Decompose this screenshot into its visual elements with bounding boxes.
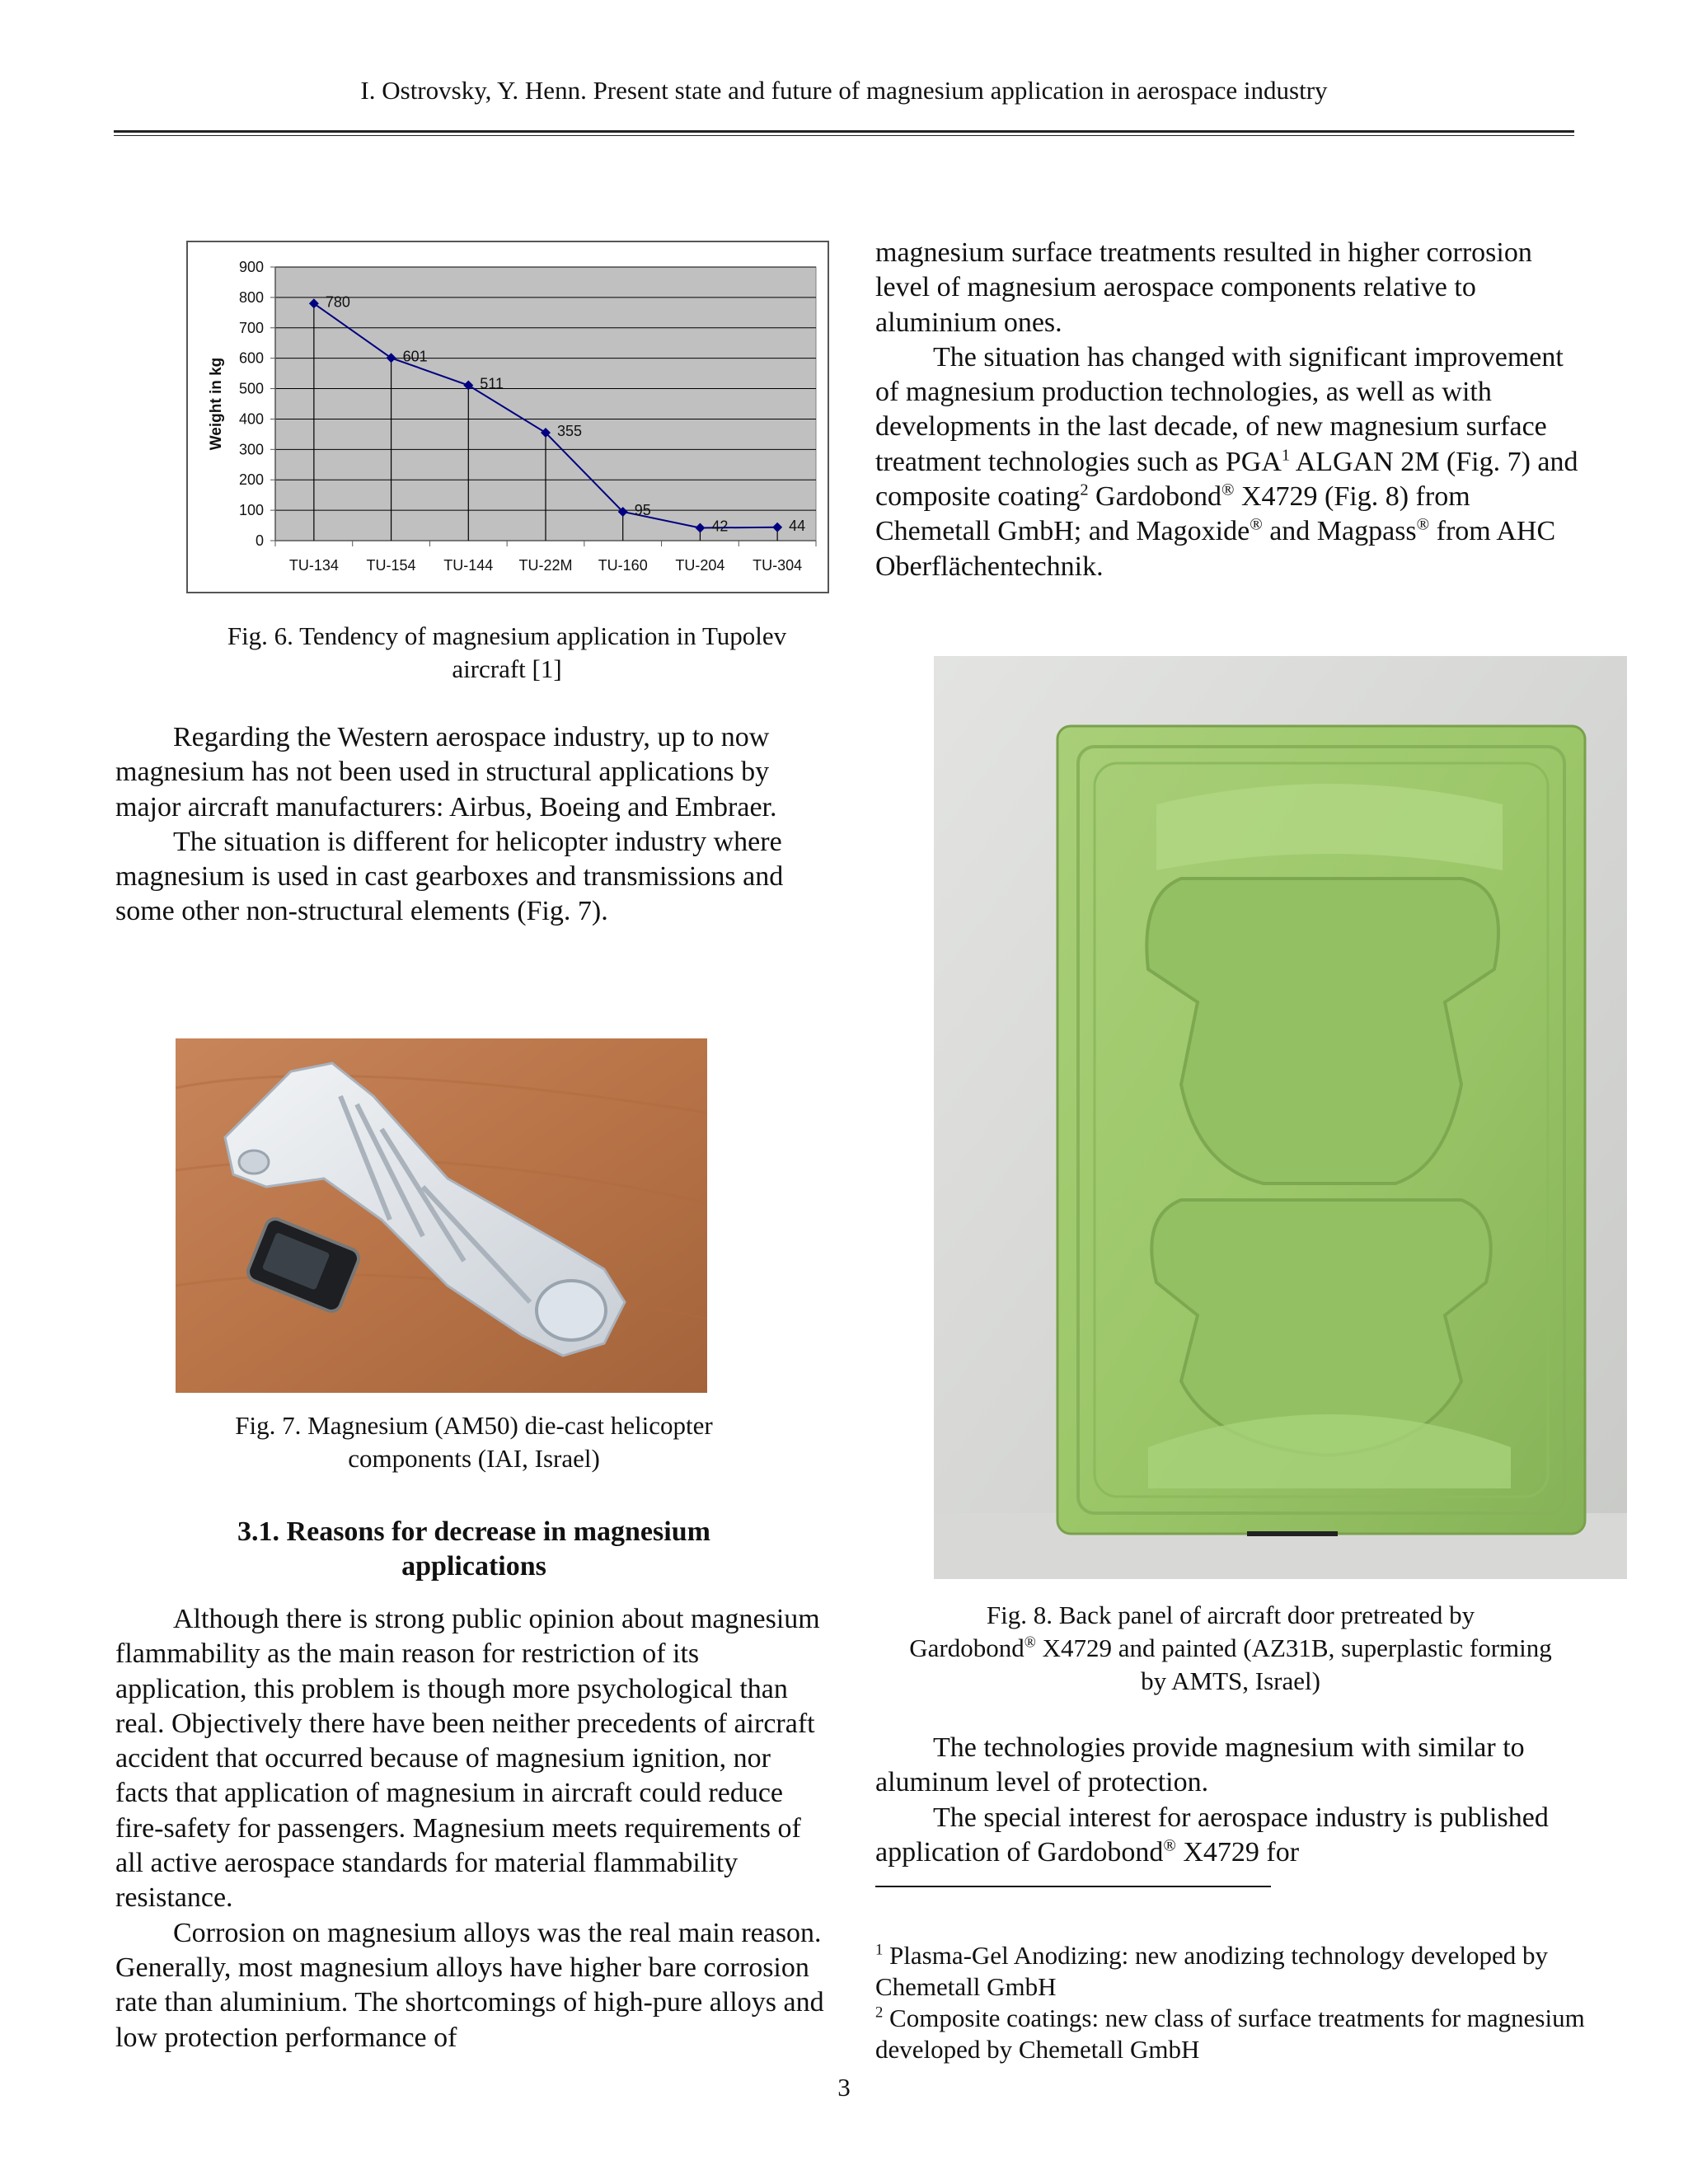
paragraph-western-industry: Regarding the Western aerospace industry, up to now magnesium has not been used in structural applications by major aircraft manufacturers: Airbus, Boeing and Embraer. xyxy=(115,722,777,823)
x-tick-label: TU-22M xyxy=(518,557,573,574)
fig6-caption-line1: Fig. 6. Tendency of magnesium application in Tupolev xyxy=(227,621,787,650)
fig7-photo xyxy=(176,1038,707,1393)
y-tick-label: 100 xyxy=(238,502,264,519)
y-axis-label: Weight in kg xyxy=(208,357,225,451)
fig8-caption-line2: Gardobond® X4729 and painted (AZ31B, superplastic forming xyxy=(909,1633,1552,1662)
footnote-1: $^1$ Plasma-Gel Anodizing: new anodizing technology developed by Chemetall GmbH xyxy=(875,1941,1548,2001)
fig8-caption-line3: by AMTS, Israel) xyxy=(1141,1666,1320,1695)
section-heading-line2: applications xyxy=(401,1551,546,1582)
x-tick-label: TU-144 xyxy=(443,557,494,574)
fig7-caption-line1: Fig. 7. Magnesium (AM50) die-cast helicopter xyxy=(235,1411,713,1440)
section-heading xyxy=(140,1515,808,1584)
y-tick-label: 300 xyxy=(238,441,264,458)
paragraph-special-interest: The special interest for aerospace industry is published application of Gardobond® X4729 for xyxy=(875,1802,1549,1868)
fig7-caption-line2: components (IAI, Israel) xyxy=(348,1444,600,1473)
paragraph-flammability: Although there is strong public opinion about magnesium flammability as the main reason for restriction of its application, this problem is though more psychological than real. Objectively there have been neither precedents of aircraft accident that occurred because of magnesium ignition, nor facts that application of magnesium in aircraft could reduce fire-safety for passengers. Magnesium meets requirements of all active aerospace standards for material flammability resistance. xyxy=(115,1604,820,1914)
fig8-caption-line1: Fig. 8. Back panel of aircraft door pretreated by xyxy=(986,1601,1475,1629)
data-label: 95 xyxy=(634,501,651,518)
y-tick-label: 700 xyxy=(238,319,264,336)
footnotes xyxy=(875,1940,1586,2065)
footnote-2: $^2$ Composite coatings: new class of surface treatments for magnesium developed by Chemetall GmbH xyxy=(875,2004,1585,2064)
section-heading-line1: 3.1. Reasons for decrease in magnesium xyxy=(237,1516,710,1547)
fig6-caption-line2: aircraft [1] xyxy=(452,654,562,683)
helicopter-component-image xyxy=(176,1038,707,1393)
data-label: 601 xyxy=(402,348,428,365)
paragraph-corrosion: Corrosion on magnesium alloys was the real main reason. Generally, most magnesium alloys have higher bare corrosion rate than aluminium. The shortcomings of high-pure alloys and low protection performance of xyxy=(115,1917,824,2053)
fig7-caption xyxy=(165,1409,783,1475)
fig8-caption xyxy=(875,1599,1586,1698)
x-tick-label: TU-134 xyxy=(288,557,339,574)
running-header: I. Ostrovsky, Y. Henn. Present state and future of magnesium application in aerospace industry xyxy=(360,76,1328,105)
y-tick-label: 200 xyxy=(238,471,264,489)
paragraph-helicopter-industry: The situation is different for helicopter industry where magnesium is used in cast gearboxes and transmissions and some other non-structural elements (Fig. 7). xyxy=(115,826,784,927)
data-label: 511 xyxy=(480,375,504,392)
data-label: 355 xyxy=(557,423,583,440)
fig6-chart xyxy=(186,241,829,593)
footnote-rule xyxy=(875,1886,1271,1887)
x-tick-label: TU-304 xyxy=(753,557,803,574)
chart-svg xyxy=(188,242,828,592)
x-tick-label: TU-204 xyxy=(675,557,725,574)
header-rule xyxy=(114,130,1574,133)
green-door-panel-image xyxy=(934,656,1627,1579)
y-tick-label: 0 xyxy=(255,532,264,549)
page-number: 3 xyxy=(837,2073,851,2102)
data-label: 780 xyxy=(325,293,350,311)
left-column-intro xyxy=(115,720,824,930)
x-tick-label: TU-160 xyxy=(598,557,648,574)
fig8-photo xyxy=(934,656,1627,1579)
right-column-intro xyxy=(875,236,1586,584)
paragraph-protection-level: The technologies provide magnesium with similar to aluminum level of protection. xyxy=(875,1732,1525,1798)
y-tick-label: 800 xyxy=(238,288,264,306)
paragraph-technology-change: The situation has changed with significant improvement of magnesium production technologies, as well as with developments in the last decade, of new magnesium surface treatment technologies such as PGA$^1$ ALGAN 2M (Fig. 7) and composite coating$^2$ Gardobond® X4729 (Fig. 8) from Chemetall GmbH; and Magoxide® and Magpass® from AHC Oberflächentechnik. xyxy=(875,341,1578,582)
paragraph-surface-treatments: magnesium surface treatments resulted in higher corrosion level of magnesium aerospace components relative to aluminium ones. xyxy=(875,237,1532,338)
right-column-lower-text xyxy=(875,1731,1586,1870)
y-tick-label: 500 xyxy=(238,380,264,397)
fig6-caption xyxy=(124,620,890,686)
y-tick-label: 400 xyxy=(238,410,264,428)
y-tick-label: 600 xyxy=(238,349,264,367)
x-tick-label: TU-154 xyxy=(366,557,416,574)
data-label: 44 xyxy=(789,517,806,534)
left-column-section-text xyxy=(115,1602,824,2055)
data-label: 42 xyxy=(711,518,729,535)
header-rule-thin xyxy=(114,135,1574,136)
y-tick-label: 900 xyxy=(238,259,264,275)
